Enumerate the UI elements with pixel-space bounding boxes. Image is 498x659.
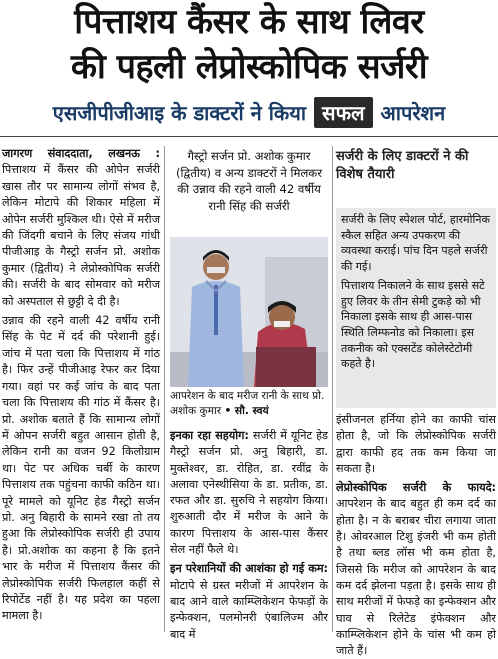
article-paragraph <box>2 146 160 310</box>
photo-illustration <box>170 237 328 387</box>
column-divider <box>332 146 333 632</box>
subheadline <box>0 92 498 132</box>
sidebar-paragraph: पित्ताशय निकालने के साथ इससे सटे हुए लिवर के तीन सेमी टुकड़े को भी निकाला इसके साथ ही आस-पास स्थिति लिम्फनोड को निकाला। इस तकनीक को एक्सटेंड कोलेस्टेटोमी कहते है। <box>341 278 485 371</box>
sidebar-title: सर्जरी के लिए डाक्टरों ने की विशेष तैयारी <box>336 149 469 182</box>
subhead-pre: एसजीपीजीआइ के डाक्टरों ने किया <box>52 100 307 125</box>
article-paragraph: उन्नाव की रहने वाली 42 वर्षीय रानी सिंह के पेट में दर्द की परेशानी हुई। जांच में पता चला कि पित्ताशय में गांठ है। फिर उन्हें पीजीआइ रेफर कर दिया गया। वहां पर कई जांच के बाद पता चला कि पित्ताशय की गांठ में कैंसर है। प्रो. अशोक बताते हैं कि सामान्य लोगों में ओपन सर्जरी बहुत आसान होती है, लेकिन रानी का वजन 92 किलोग्राम था। पेट पर अधिक चर्बी के कारण पित्ताशय तक पहुंचना काफी कठिन था। पूरे मामले को यूनिट हेड गैस्ट्रो सर्जन प्रो. अनु बिहारी के सामने रखा तो तय हुआ कि लेप्रोस्कोपिक सर्जरी ही उपाय है। प्रो.अशोक का कहना है कि इतने भार के मरीज में पित्ताशय कैंसर की लेप्रोस्कोपिक सर्जरी फिलहाल कहीं से रिपोर्टेड नहीं है। यह प्रदेश का पहला मामला है। <box>2 314 160 623</box>
subhead-boxed-word: सफल <box>314 97 373 128</box>
article-text: सर्जरी में यूनिट हेड गैस्ट्रो सर्जन प्रो. अनु बिहारी, डा. मुक्तेश्वर, डा. रोहित, डा. रवींद्र के अलावा एनेस्थीसिया के डा. प्रतीक, डा. रफत और डा. सुरुचि ने सहयोग किया। शुरुआती दौर में मरीज के आने के कारण पित्ताशय के आस-पास कैंसर सेल नहीं फैले थे। <box>170 429 328 557</box>
photo-caption <box>170 389 328 423</box>
article-text: मोटापे से ग्रस्त मरीजों में आपरेशन के बाद आने वाले काम्प्लिकेशन फेफड़ों के इन्फेक्शन, पलमोनरी एंबालिज्म और बाद में <box>170 578 328 641</box>
sidebar-paragraph: सर्जरी के लिए स्पेशल पोर्ट, हारमोनिक स्कैल सहित अन्य उपकरण की व्यवस्था कराई। पांच दिन पहले सर्जरी की गई। <box>341 213 490 274</box>
subheading: इन परेशानियों की आशंका हो गई कम: <box>170 562 328 576</box>
article-text: आपरेशन के बाद बहुत ही कम दर्द का होता है। न के बराबर चीरा लगाया जाता है। ओवरआल टिशु इंजरी भी कम होती है तथा ब्लड लॉस भी कम होता है, जिससे कि मरीज को आपरेशन के बाद कम दर्द झेलना पड़ता है। इसके साथ ही साथ मरीजों में फेफड़े का इन्फेक्शन और घाव से रिलेटेड इंफेक्शन और काम्प्लिकेशन होने के चांस भी कम हो जाते हैं। <box>336 497 496 658</box>
article-paragraph <box>170 428 328 558</box>
column-divider <box>164 146 165 632</box>
article-column-1 <box>2 146 160 632</box>
news-photo <box>170 237 328 387</box>
photo-intro: गैस्ट्रो सर्जन प्रो. अशोक कुमार (द्वितीय) व अन्य डाक्टरों ने मिलकर की उन्नाव की रहने वाली 42 वर्षीय रानी सिंह की सर्जरी <box>176 149 322 213</box>
article-text: इंसीजनल हर्निया होने का काफी चांस होता है, जो कि लेप्रोस्कोपिक सर्जरी द्वारा काफी हद तक कम किया जा सकता है। <box>336 413 496 475</box>
article-paragraph <box>170 561 328 642</box>
headline-line-1: पित्ताशय कैंसर के साथ लिवर <box>74 2 424 42</box>
subheading: इनका रहा सहयोग: <box>170 429 249 442</box>
headline-line-2: की पहली लेप्रोस्कोपिक सर्जरी <box>70 47 428 87</box>
dateline: जागरण संवाददाता, लखनऊ : <box>2 147 160 160</box>
article-paragraph <box>336 480 496 659</box>
article-text: पित्ताशय में कैंसर की ओपेन सर्जरी खास तौर पर सामान्य लोगों संभव है, लेकिन मोटापे की शिकार महिला में ओपेन सर्जरी मुश्किल थी। ऐसे में मरीज की जिंदगी बचाने के लिए संजय गांधी पीजीआइ के गैस्ट्रो सर्जन प्रो. अशोक कुमार (द्वितीय) ने लेप्रोस्कोपिक सर्जरी की। सर्जरी के बाद सोमवार को मरीज को अस्पताल से छुट्टी दे दी है। <box>2 163 160 308</box>
article-column-2 <box>170 428 328 641</box>
article-paragraph <box>336 412 496 477</box>
subheading: लेप्रोस्कोपिक सर्जरी के फायदे: <box>336 481 496 495</box>
subhead-post: आपरेशन <box>380 100 446 125</box>
caption-credit: • सौ. स्वयं <box>224 405 269 417</box>
headline <box>0 0 498 90</box>
article-column-3 <box>336 412 496 658</box>
sidebar-box <box>336 208 496 408</box>
caption-text: आपरेशन के बाद मरीज रानी के साथ प्रो. अशोक कुमार <box>170 390 325 417</box>
headline-divider <box>0 136 498 137</box>
